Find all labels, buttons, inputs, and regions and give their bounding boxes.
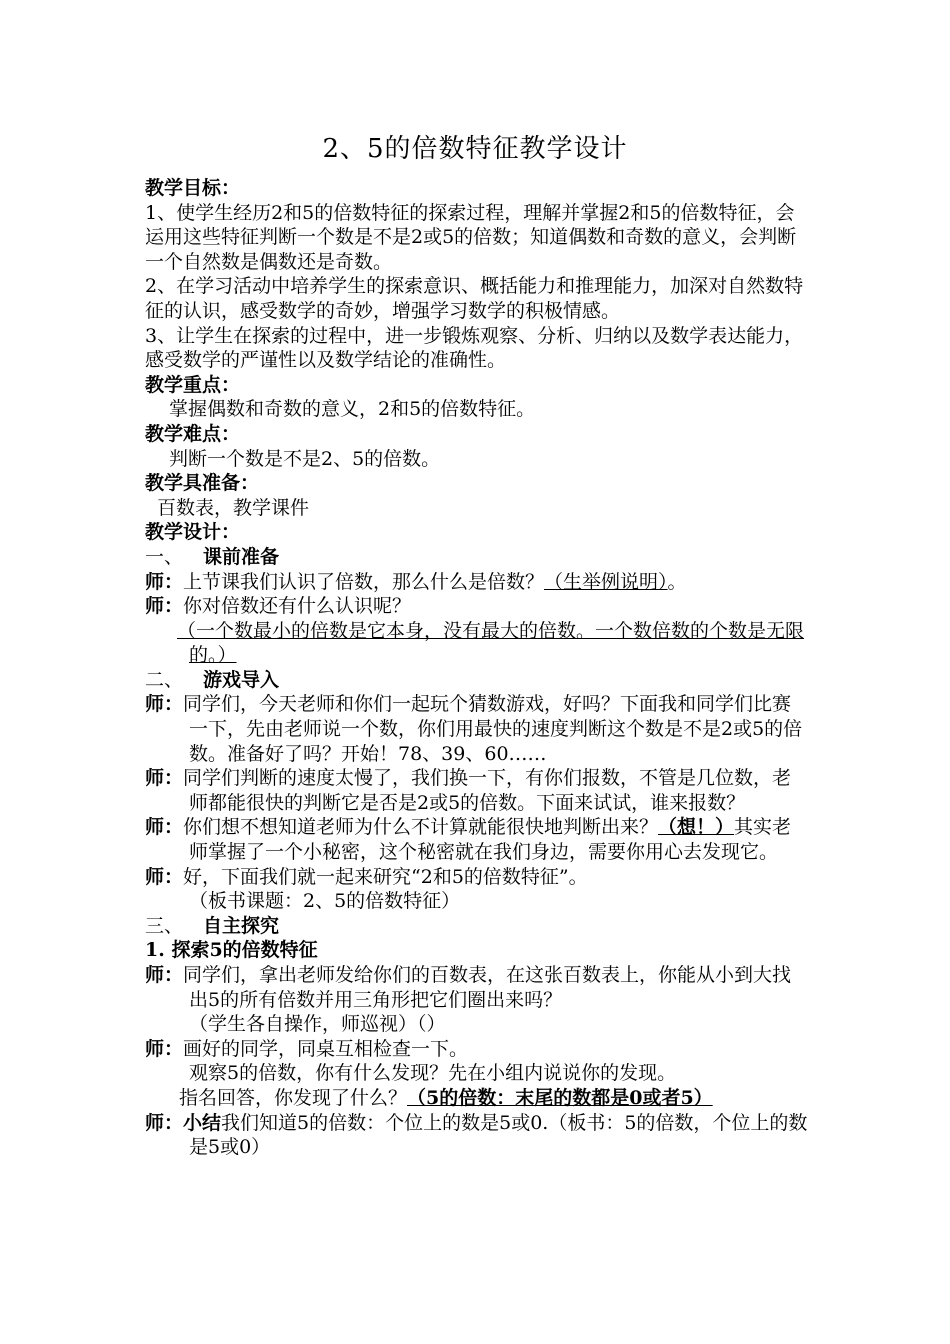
student-answer: （想！） xyxy=(658,816,735,839)
goal-item-2: 2、在学习活动中培养学生的探索意识、概括能力和推理能力，加深对自然数特征的认识，感受数学的奇妙，增强学习数学的积极情感。 xyxy=(145,275,804,322)
document-body xyxy=(145,176,810,1160)
dialogue-line xyxy=(145,865,810,890)
document-title: 2、5的倍数特征教学设计 xyxy=(322,134,628,164)
design-heading: 教学设计： xyxy=(145,521,241,544)
teacher-label: 师： xyxy=(145,693,184,716)
teacher-label: 师： xyxy=(145,964,184,986)
teacher-label: 师： xyxy=(145,570,184,593)
dialogue-text: 。 xyxy=(667,570,687,593)
board-note: （板书课题：2、5的倍数特征） xyxy=(189,890,461,913)
difficulty-heading: 教学难点： xyxy=(145,422,241,445)
section-number: 二、 xyxy=(145,668,184,691)
dialogue-text: 你们想不想知道老师为什么不计算就能很快地判断出来？ xyxy=(183,816,659,839)
section-number: 三、 xyxy=(145,914,184,937)
dialogue-continuation xyxy=(145,1086,810,1111)
materials-text: 百数表，教学课件 xyxy=(157,496,310,519)
dialogue-text: 画好的同学，同桌互相检查一下。 xyxy=(183,1037,469,1060)
dialogue-line xyxy=(145,1037,810,1062)
dialogue-line xyxy=(145,1111,810,1160)
teacher-label: 师： xyxy=(145,1037,184,1060)
section-2-heading xyxy=(145,668,810,693)
teacher-label: 师： xyxy=(145,816,184,839)
teacher-label: 师： xyxy=(145,767,184,790)
student-answer: （生举例说明） xyxy=(544,570,668,593)
section-title: 自主探究 xyxy=(203,914,280,937)
key-point-text: 掌握偶数和奇数的意义，2和5的倍数特征。 xyxy=(169,398,536,421)
section-1-heading xyxy=(145,545,810,570)
dialogue-text: 同学们，今天老师和你们一起玩个猜数游戏，好吗？下面我和同学们比赛一下，先由老师说一个数，你们用最快的速度判断这个数是不是2或5的倍数。准备好了吗？开始！78、39、60…… xyxy=(183,693,803,765)
dialogue-line xyxy=(145,963,810,1012)
dialogue-text: 我们知道5的倍数：个位上的数是5或0.（板书：5的倍数，个位上的数是5或0） xyxy=(189,1111,808,1159)
subsection-heading: 1. 探索5的倍数特征 xyxy=(145,939,318,962)
dialogue-line xyxy=(145,594,810,619)
dialogue-text: 你对倍数还有什么认识呢？ xyxy=(183,595,412,618)
student-answer: （5的倍数：末尾的数都是0或者5） xyxy=(407,1086,713,1109)
teacher-label: 师： xyxy=(145,595,184,618)
goal-item-3: 3、让学生在探索的过程中，进一步锻炼观察、分析、归纳以及数学表达能力，感受数学的严谨性以及数学结论的准确性。 xyxy=(145,324,804,372)
dialogue-text: 上节课我们认识了倍数，那么什么是倍数？ xyxy=(183,570,545,593)
dialogue-continuation: 观察5的倍数，你有什么发现？先在小组内说说你的发现。 xyxy=(189,1062,677,1085)
student-answer: （一个数最小的倍数是它本身，没有最大的倍数。一个数倍数的个数是无限的。） xyxy=(177,619,805,667)
key-point-heading: 教学重点： xyxy=(145,373,241,396)
teacher-label: 师： xyxy=(145,1111,184,1134)
section-3-heading xyxy=(145,914,810,939)
student-answer-line xyxy=(145,619,810,668)
section-title: 课前准备 xyxy=(203,545,280,568)
teacher-label: 师： xyxy=(145,865,184,888)
dialogue-text: 指名回答，你发现了什么？ xyxy=(179,1086,408,1109)
dialogue-text: 好，下面我们就一起来研究“2和5的倍数特征”。 xyxy=(183,865,588,888)
goal-item-1: 1、使学生经历2和5的倍数特征的探索过程，理解并掌握2和5的倍数特征，会运用这些特征判断一个数是不是2或5的倍数；知道偶数和奇数的意义，会判断一个自然数是偶数还是奇数。 xyxy=(145,201,797,273)
materials-heading: 教学具准备： xyxy=(145,472,260,495)
dialogue-line xyxy=(145,766,810,815)
section-number: 一、 xyxy=(145,545,184,568)
dialogue-text: 同学们判断的速度太慢了，我们换一下，有你们报数，不管是几位数，老师都能很快的判断它是否是2或5的倍数。下面来试试，谁来报数？ xyxy=(183,767,792,814)
activity-note: （学生各自操作，师巡视）（） xyxy=(189,1013,446,1036)
dialogue-line xyxy=(145,692,810,766)
difficulty-text: 判断一个数是不是2、5的倍数。 xyxy=(169,447,441,470)
dialogue-text: 同学们，拿出老师发给你们的百数表，在这张百数表上，你能从小到大找出5的所有倍数并用三角形把它们圈出来吗？ xyxy=(183,964,792,1011)
dialogue-line xyxy=(145,815,810,864)
dialogue-text: 其实老师掌握了一个小秘密，这个秘密就在我们身边，需要你用心去发现它。 xyxy=(189,816,792,864)
goals-heading: 教学目标： xyxy=(145,177,241,199)
dialogue-line xyxy=(145,570,810,595)
section-title: 游戏导入 xyxy=(203,668,280,691)
summary-label: 小结 xyxy=(183,1111,222,1134)
